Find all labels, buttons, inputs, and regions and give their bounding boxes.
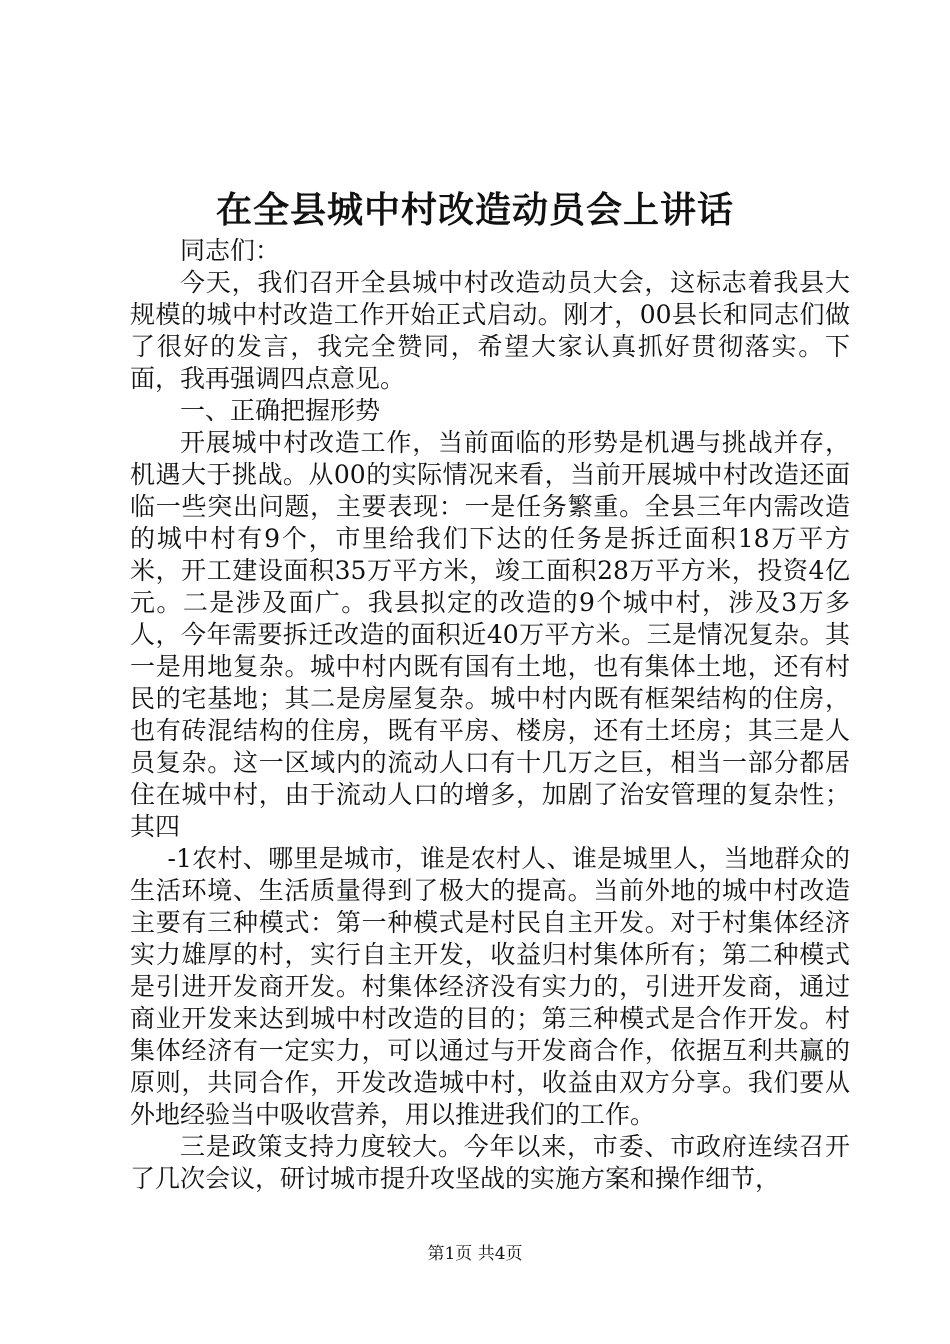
salutation-paragraph: 同志们： (180, 236, 281, 265)
situation-paragraph: 开展城中村改造工作，当前面临的形势是机遇与挑战并存，机遇大于挑战。从00的实际情况来看，当前开展城中村改造还面临一些突出问题，主要表现：一是任务繁重。全县三年内需改造的城中村有9个，市里给我们下达的任务是拆迁面积18万平方米，开工建设面积35万平方米，竣工面积28万平方米，投资4亿元。二是涉及面广。我县拟定的改造的9个城中村，涉及3万多人，今年需要拆迁改造的面积近40万平方米。三是情况复杂。其一是用地复杂。城中村内既有国有土地，也有集体土地，还有村民的宅基地；其二是房屋复杂。城中村内既有框架结构的住房，也有砖混结构的住房，既有平房、楼房，还有土坯房；其三是人员复杂。这一区域内的流动人口有十几万之巨，相当一部分都居住在城中村，由于流动人口的增多，加剧了治安管理的复杂性；其四 (130, 428, 850, 841)
document-title: 在全县城中村改造动员会上讲话 (215, 189, 734, 231)
document-body (130, 235, 850, 1195)
page-footer: 第1页 共4页 (427, 1244, 523, 1264)
section-heading-1: 一、正确把握形势 (180, 396, 381, 425)
intro-paragraph: 今天，我们召开全县城中村改造动员大会，这标志着我县大规模的城中村改造工作开始正式启动。刚才，00县长和同志们做了很好的发言，我完全赞同，希望大家认真抓好贯彻落实。下面，我再强调四点意见。 (130, 268, 850, 393)
models-paragraph: -1农村、哪里是城市，谁是农村人、谁是城里人，当地群众的生活环境、生活质量得到了极大的提高。当前外地的城中村改造主要有三种模式：第一种模式是村民自主开发。对于村集体经济实力雄厚的村，实行自主开发，收益归村集体所有；第二种模式是引进开发商开发。村集体经济没有实力的，引进开发商，通过商业开发来达到城中村改造的目的；第三种模式是合作开发。村集体经济有一定实力，可以通过与开发商合作，依据互利共赢的原则，共同合作，开发改造城中村，收益由双方分享。我们要从外地经验当中吸收营养，用以推进我们的工作。 (130, 844, 850, 1129)
policy-paragraph: 三是政策支持力度较大。今年以来，市委、市政府连续召开了几次会议，研讨城市提升攻坚战的实施方案和操作细节， (130, 1132, 850, 1193)
